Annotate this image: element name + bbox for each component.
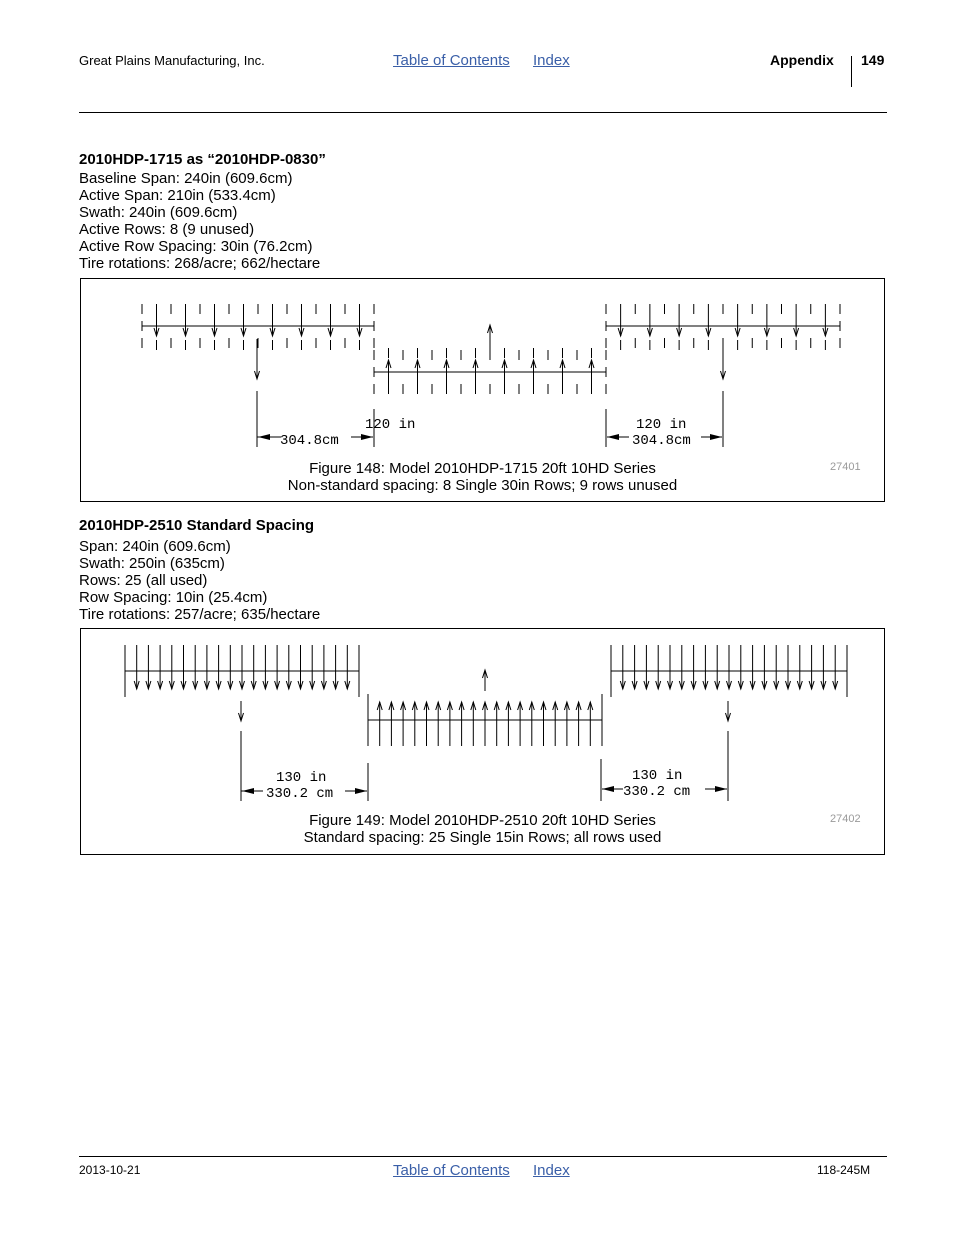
company-name: Great Plains Manufacturing, Inc.	[79, 53, 265, 68]
section2-title: 2010HDP-2510 Standard Spacing	[79, 517, 315, 534]
header-rule	[79, 112, 887, 113]
spec-line: Active Rows: 8 (9 unused)	[79, 221, 255, 238]
dim-arrow	[715, 786, 727, 792]
dim-left-in: 130 in	[276, 770, 327, 786]
spec-line: Tire rotations: 268/acre; 662/hectare	[79, 255, 321, 272]
dim-arrow	[602, 786, 614, 792]
spec-line: Rows: 25 (all used)	[79, 572, 208, 589]
caption-line: Non-standard spacing: 8 Single 30in Rows; 9 rows unused	[287, 477, 678, 494]
figure-149-caption	[81, 812, 884, 846]
spec-line: Baseline Span: 240in (609.6cm)	[79, 170, 293, 187]
caption-line: Figure 148: Model 2010HDP-1715 20ft 10HD Series	[309, 460, 656, 477]
header-divider	[851, 56, 852, 87]
section-name: Appendix	[770, 52, 834, 68]
spec-line: Swath: 240in (609.6cm)	[79, 204, 238, 221]
caption-line: Standard spacing: 25 Single 15in Rows; all rows used	[303, 829, 662, 846]
dim-right-in: 130 in	[632, 768, 683, 784]
dim-arrow	[361, 434, 373, 440]
spec-line: Swath: 250in (635cm)	[79, 555, 225, 572]
section2-specs	[79, 538, 320, 623]
dim-arrow	[710, 434, 722, 440]
dim-left-cm: 330.2 cm	[266, 786, 334, 802]
figure-148-caption	[81, 460, 884, 494]
dim-right-in: 120 in	[636, 417, 687, 433]
spec-line: Span: 240in (609.6cm)	[79, 538, 231, 555]
dim-left-cm: 304.8cm	[280, 433, 339, 449]
dim-arrow	[258, 434, 270, 440]
dim-left-in: 120 in	[365, 417, 416, 433]
footer-rule	[79, 1156, 887, 1157]
dim-arrow	[607, 434, 619, 440]
caption-line: Figure 149: Model 2010HDP-2510 20ft 10HD Series	[309, 812, 656, 829]
figure-148	[80, 278, 885, 502]
dim-right-cm: 304.8cm	[632, 433, 691, 449]
section1-specs	[79, 170, 320, 272]
page-number: 149	[861, 52, 885, 68]
index-link[interactable]: Index	[533, 52, 570, 69]
figure-id: 27401	[830, 461, 861, 473]
dim-arrow	[242, 788, 254, 794]
footer-index-link[interactable]: Index	[533, 1162, 570, 1179]
footer-date: 2013-10-21	[79, 1163, 141, 1177]
table-of-contents-link[interactable]: Table of Contents	[393, 52, 510, 69]
dim-right-cm: 330.2 cm	[623, 784, 691, 800]
dim-arrow	[355, 788, 367, 794]
footer-doc-number: 118-245M	[817, 1163, 871, 1177]
section1-title: 2010HDP-1715 as “2010HDP-0830”	[79, 151, 326, 168]
figure-149	[80, 628, 885, 855]
spec-line: Tire rotations: 257/acre; 635/hectare	[79, 606, 321, 623]
footer-table-of-contents-link[interactable]: Table of Contents	[393, 1162, 510, 1179]
figure-id: 27402	[830, 813, 861, 825]
spec-line: Active Span: 210in (533.4cm)	[79, 187, 276, 204]
spec-line: Row Spacing: 10in (25.4cm)	[79, 589, 268, 606]
spec-line: Active Row Spacing: 30in (76.2cm)	[79, 238, 313, 255]
